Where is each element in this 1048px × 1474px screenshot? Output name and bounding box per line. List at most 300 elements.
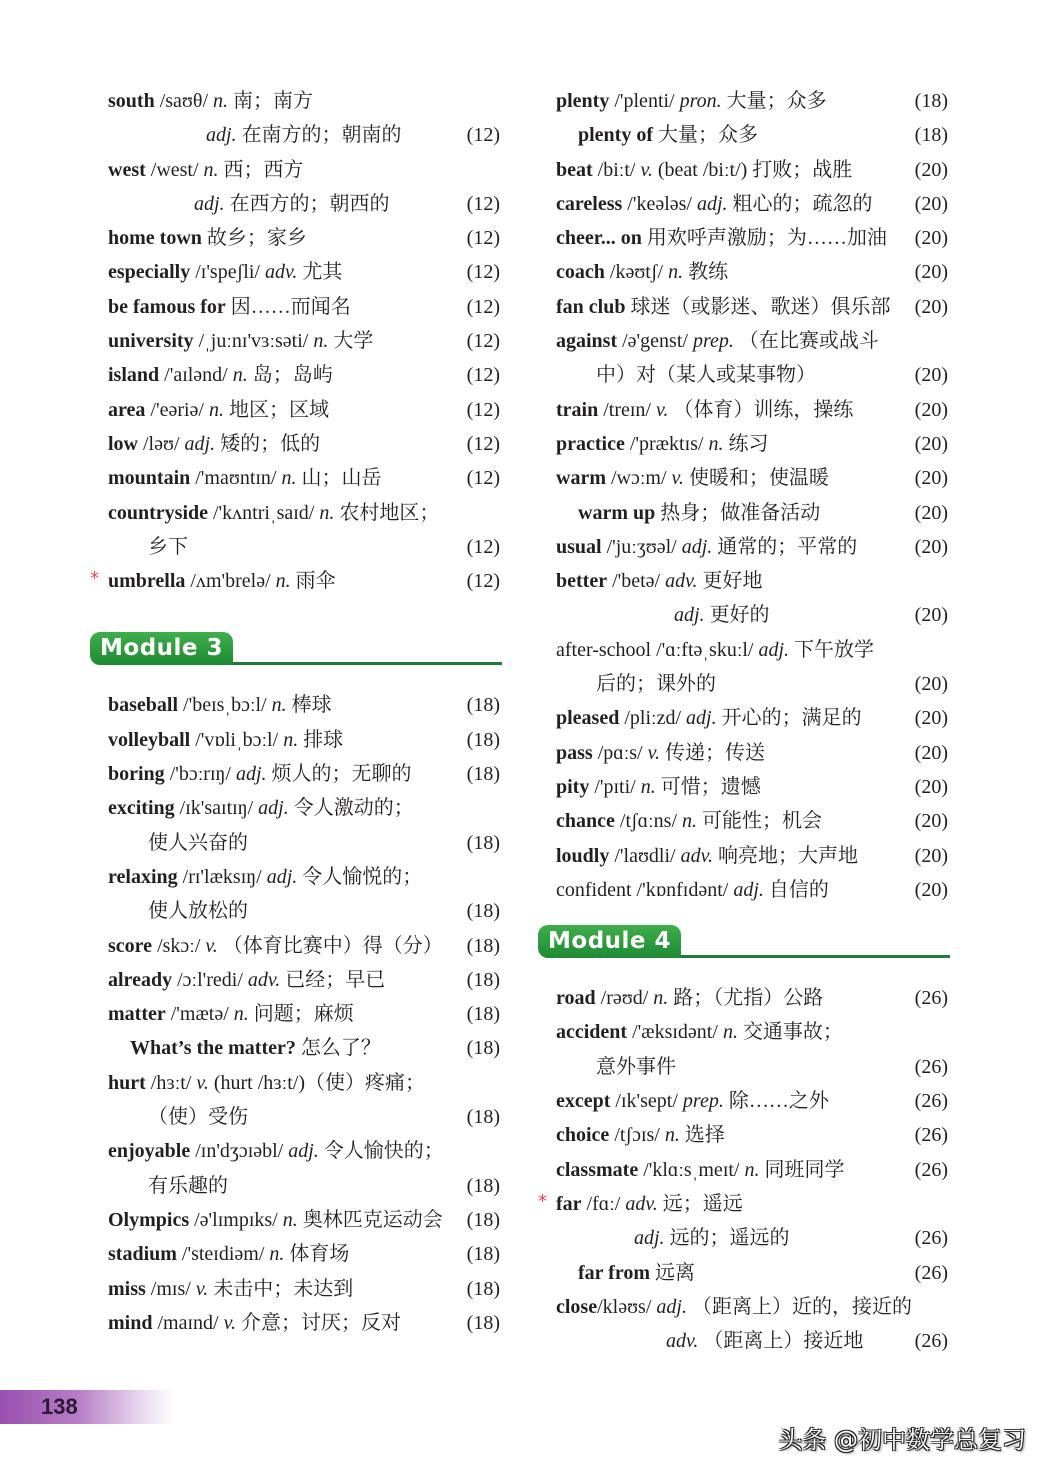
definition: 有乐趣的: [148, 1174, 228, 1197]
vocab-entry: [556, 736, 948, 770]
vocab-entry: [556, 427, 948, 461]
vocab-word: usual: [556, 535, 602, 558]
module-3-header: [100, 620, 500, 688]
definition: 交通事故；: [742, 1021, 843, 1044]
definition: 球迷（或影迷、歌迷）俱乐部: [630, 295, 891, 318]
vocab-entry: [108, 1306, 500, 1340]
page-ref: (20): [914, 295, 948, 318]
definition: 传递；传送: [665, 741, 766, 764]
definition: 用欢呼声激励；为……加油: [646, 227, 887, 250]
part-of-speech: n.: [213, 90, 229, 112]
vocab-entry-continuation: [556, 1050, 948, 1084]
vocab-word: practice: [556, 432, 625, 455]
vocab-word: plenty: [556, 90, 610, 112]
vocab-entry: [556, 1153, 948, 1187]
vocab-entry-continuation: [108, 1169, 500, 1203]
definition: 更好地: [702, 570, 763, 593]
vocab-entry: [556, 118, 948, 152]
definition: 农村地区；: [339, 501, 440, 524]
module-badge: Module 3: [90, 632, 233, 665]
definition: 排球: [303, 728, 344, 751]
page-number-bar: [0, 1390, 175, 1424]
page-ref: (12): [466, 330, 500, 353]
phonetic: /kləʊs/: [597, 1295, 652, 1318]
definition: 除……之外: [728, 1090, 829, 1113]
vocab-entry: [108, 324, 500, 358]
phonetic: /ɪk'sept/: [615, 1090, 678, 1113]
vocab-phrase: fan club: [556, 295, 626, 318]
page-ref: (20): [914, 741, 948, 764]
vocab-entry: [556, 873, 948, 907]
part-of-speech: adj.: [696, 192, 728, 215]
page-ref: (18): [466, 831, 500, 854]
phonetic: /'beɪsˌbɔːl/: [183, 694, 267, 717]
definition: 大学: [333, 330, 374, 353]
definition: 下午放学: [794, 638, 875, 661]
phonetic: /'juːʒʊəl/: [606, 535, 677, 558]
part-of-speech: n.: [653, 987, 669, 1010]
phonetic: /fɑː/: [586, 1192, 621, 1215]
vocab-word: road: [556, 987, 596, 1010]
watermark: 头条 @初中数学总复习: [778, 1426, 1026, 1454]
definition: 山；山岳: [301, 467, 382, 490]
definition: 粗心的；疏忽的: [732, 192, 873, 215]
vocab-entry: [108, 358, 500, 392]
vocab-entry: [556, 221, 948, 255]
phonetic: /'pɪti/: [594, 775, 636, 798]
definition: 令人激动的；: [293, 797, 414, 820]
vocab-word: chance: [556, 810, 615, 833]
vocab-word: close: [556, 1295, 598, 1318]
page-ref: (18): [466, 1311, 500, 1334]
vocab-entry: [556, 530, 948, 564]
part-of-speech: n.: [208, 398, 224, 421]
vocab-word: university: [108, 330, 194, 353]
phonetic: /'maʊntɪn/: [195, 467, 277, 490]
phonetic: /'aɪlənd/: [164, 364, 228, 387]
part-of-speech: adj.: [258, 797, 289, 820]
right-column: [538, 84, 948, 1358]
page-ref: (12): [466, 227, 500, 250]
definition: 大量；众多: [658, 124, 758, 147]
part-of-speech: n.: [271, 694, 287, 717]
vocab-entry: [556, 1015, 948, 1049]
page-ref: (18): [466, 934, 500, 957]
vocab-entry: [108, 1203, 500, 1237]
vocab-entry: [108, 496, 500, 530]
part-of-speech: adv.: [264, 261, 298, 284]
vocab-word: volleyball: [108, 728, 191, 751]
page-ref: (18): [466, 1003, 500, 1026]
phonetic: /hɜːt/: [150, 1071, 192, 1094]
definition: 意外事件: [596, 1055, 676, 1078]
vocab-word: confident: [556, 878, 632, 901]
vocab-word: enjoyable: [108, 1140, 191, 1163]
part-of-speech: adj.: [674, 604, 705, 627]
vocab-phrase: warm up: [578, 501, 656, 524]
vocab-entry: [108, 255, 500, 289]
definition: 使人兴奋的: [148, 831, 248, 854]
phonetic: /rɪ'læksɪŋ/: [182, 865, 262, 888]
part-of-speech: v.: [647, 741, 661, 764]
vocab-entry: [108, 84, 500, 118]
vocab-entry-continuation: [108, 1100, 500, 1134]
vocab-entry: [556, 255, 948, 289]
vocab-entry: [556, 839, 948, 873]
part-of-speech: adv.: [247, 968, 281, 991]
part-of-speech: adj.: [681, 535, 713, 558]
vocab-entry: [108, 1066, 500, 1100]
vocab-word: island: [108, 364, 160, 387]
definition: 可能性；机会: [702, 810, 823, 833]
vocab-entry: [108, 221, 500, 255]
definition: （体育比赛中）得（分）: [222, 934, 443, 957]
vocab-entry-continuation: [556, 1221, 948, 1255]
vocab-entry: [108, 1237, 500, 1271]
page-ref: (18): [914, 90, 948, 112]
vocab-entry: [556, 84, 948, 118]
vocab-word: far: [556, 1192, 582, 1215]
phonetic: /'ɑːftəˌskuːl/: [656, 638, 754, 661]
vocab-word: pass: [556, 741, 593, 764]
page-ref: (20): [914, 432, 948, 455]
vocab-entry-continuation: [556, 667, 948, 701]
phonetic: /saʊθ/: [159, 90, 209, 112]
page-ref: (20): [914, 364, 948, 387]
page-ref: (12): [466, 535, 500, 558]
vocab-entry: [90, 564, 500, 598]
vocab-entry: [556, 290, 948, 324]
vocab-entry: [556, 770, 948, 804]
vocab-word: especially: [108, 261, 191, 284]
definition: 体育场: [289, 1243, 350, 1266]
definition: (hurt /hɜːt/)（使）疼痛；: [213, 1071, 425, 1094]
definition: 因……而闻名: [230, 295, 351, 318]
vocab-entry-continuation: [108, 894, 500, 928]
page-ref: (12): [466, 364, 500, 387]
page-ref: (18): [466, 1277, 500, 1300]
phonetic: /ə'genst/: [622, 330, 688, 353]
page-ref: (26): [914, 1055, 948, 1078]
definition: 远离: [655, 1261, 696, 1284]
page-ref: (18): [466, 1243, 500, 1266]
part-of-speech: adj.: [634, 1227, 665, 1250]
definition: 令人愉快的；: [323, 1140, 444, 1163]
vocab-word: accident: [556, 1021, 628, 1044]
part-of-speech: v.: [223, 1311, 236, 1334]
definition: 可惜；遗憾: [660, 775, 761, 798]
definition: 西；西方: [223, 158, 304, 181]
page-ref: (18): [466, 968, 500, 991]
vocab-entry: [108, 461, 500, 495]
vocab-entry: [556, 187, 948, 221]
page-ref: (20): [914, 535, 948, 558]
page-ref: (20): [914, 878, 948, 901]
part-of-speech: n.: [744, 1158, 760, 1181]
definition: 中）对（某人或某事物）: [596, 364, 816, 387]
vocab-entry: [556, 153, 948, 187]
vocab-phrase: far from: [578, 1261, 651, 1284]
vocab-entry: [108, 153, 500, 187]
phonetic: /ləʊ/: [143, 432, 180, 455]
page-ref: (20): [914, 810, 948, 833]
part-of-speech: adv.: [666, 1330, 699, 1353]
part-of-speech: adj.: [194, 192, 225, 215]
definition: 在西方的；朝西的: [229, 192, 390, 215]
phonetic: /'betə/: [612, 570, 661, 593]
vocab-word: loudly: [556, 844, 610, 867]
page-ref: (18): [466, 1106, 500, 1129]
vocab-word: stadium: [108, 1243, 177, 1266]
phonetic: /kəʊtʃ/: [609, 261, 664, 284]
part-of-speech: n.: [282, 1208, 298, 1231]
definition: 雨伞: [295, 570, 336, 593]
definition: 练习: [728, 432, 769, 455]
phonetic: /wɔːm/: [610, 467, 667, 490]
page-ref: (20): [914, 501, 948, 524]
part-of-speech: adj.: [758, 638, 790, 661]
part-of-speech: n.: [275, 570, 291, 593]
page-ref: (20): [914, 467, 948, 490]
part-of-speech: n.: [668, 261, 684, 284]
vocab-word: exciting: [108, 797, 175, 820]
definition: 岛；岛屿: [252, 364, 333, 387]
part-of-speech: n.: [232, 364, 248, 387]
part-of-speech: v.: [640, 158, 653, 181]
page-ref: (26): [914, 1124, 948, 1147]
page-ref: (18): [466, 1037, 500, 1060]
vocab-word: hurt: [108, 1071, 146, 1094]
phonetic: /'bɔːrɪŋ/: [169, 763, 231, 786]
part-of-speech: n.: [203, 158, 219, 181]
definition: (beat /biːt/) 打败；战胜: [657, 158, 853, 181]
phonetic: /biːt/: [597, 158, 636, 181]
phonetic: /'æksɪdənt/: [632, 1021, 718, 1044]
page-ref: (26): [914, 1330, 948, 1353]
part-of-speech: adj.: [686, 707, 717, 730]
vocab-entry-continuation: [556, 358, 948, 392]
phonetic: /ɪ'speʃli/: [195, 261, 260, 284]
page-ref: (18): [466, 900, 500, 923]
part-of-speech: v.: [655, 398, 669, 421]
definition: 开心的；满足的: [721, 707, 862, 730]
vocab-entry: [108, 427, 500, 461]
definition: （距离上）接近地: [703, 1330, 864, 1353]
page-ref: (12): [466, 570, 500, 593]
vocab-word: umbrella: [108, 570, 186, 593]
page-ref: (12): [466, 398, 500, 421]
definition: 更好的: [709, 604, 770, 627]
vocab-word: mountain: [108, 467, 191, 490]
vocab-entry: [556, 1118, 948, 1152]
vocab-word: against: [556, 330, 618, 353]
part-of-speech: adj.: [733, 878, 764, 901]
vocab-entry-continuation: [108, 530, 500, 564]
vocab-entry: [556, 461, 948, 495]
page-ref: (18): [466, 763, 500, 786]
vocab-word: coach: [556, 261, 605, 284]
phonetic: /tʃɑːns/: [619, 810, 678, 833]
vocab-entry: [538, 1187, 948, 1221]
vocab-word: miss: [108, 1277, 146, 1300]
part-of-speech: adj.: [235, 763, 267, 786]
vocab-entry: [556, 633, 948, 667]
part-of-speech: n.: [708, 432, 724, 455]
page-ref: (20): [914, 707, 948, 730]
definition: 远；遥远: [662, 1192, 743, 1215]
part-of-speech: n.: [640, 775, 656, 798]
page-ref: (26): [914, 1227, 948, 1250]
definition: 响亮地；大声地: [718, 844, 859, 867]
definition: 在南方的；朝南的: [241, 124, 402, 147]
part-of-speech: n.: [319, 501, 335, 524]
vocab-entry: [108, 290, 500, 324]
definition: 故乡；家乡: [206, 227, 307, 250]
vocab-entry-continuation: [108, 118, 500, 152]
page-ref: (18): [466, 1208, 500, 1231]
page-ref: (12): [466, 261, 500, 284]
page-ref: (18): [914, 124, 948, 147]
vocab-entry: [108, 393, 500, 427]
definition: （使）受伤: [148, 1106, 248, 1129]
phonetic: /west/: [150, 158, 199, 181]
vocab-phrase: cheer... on: [556, 227, 642, 250]
page-ref: (26): [914, 1090, 948, 1113]
part-of-speech: prep.: [682, 1090, 724, 1113]
part-of-speech: n.: [269, 1243, 285, 1266]
vocab-entry: [108, 860, 500, 894]
module-badge: Module 4: [538, 925, 681, 958]
page-ref: (12): [466, 192, 500, 215]
part-of-speech: adv.: [665, 570, 698, 593]
vocab-word: Olympics: [108, 1208, 190, 1231]
definition: （体育）训练，操练: [673, 398, 854, 421]
phonetic: /'klɑːsˌmeɪt/: [643, 1158, 740, 1181]
part-of-speech: n.: [313, 330, 329, 353]
vocab-entry: [556, 981, 948, 1015]
vocab-word: relaxing: [108, 865, 178, 888]
definition: 已经；早已: [285, 968, 386, 991]
phonetic: /'eəriə/: [150, 398, 204, 421]
vocab-word: pleased: [556, 707, 620, 730]
vocab-entry-continuation: [108, 826, 500, 860]
phonetic: /'vɒliˌbɔːl/: [195, 728, 279, 751]
vocab-word: better: [556, 570, 608, 593]
part-of-speech: v.: [205, 934, 218, 957]
vocab-entry-continuation: [556, 598, 948, 632]
page-ref: (18): [466, 728, 500, 751]
phonetic: /ɪn'dʒɔɪəbl/: [195, 1140, 284, 1163]
vocab-word: classmate: [556, 1158, 639, 1181]
part-of-speech: adj.: [184, 432, 216, 455]
page-ref: (26): [914, 1158, 948, 1181]
part-of-speech: v.: [196, 1071, 209, 1094]
vocab-entry: [556, 1290, 948, 1324]
definition: 南；南方: [233, 90, 314, 112]
definition: （距离上）近的，接近的: [691, 1295, 912, 1318]
part-of-speech: adj.: [266, 865, 298, 888]
definition: 问题；麻烦: [253, 1003, 354, 1026]
page-ref: (12): [466, 124, 500, 147]
vocab-entry: [108, 757, 500, 791]
vocab-entry: [556, 1084, 948, 1118]
page-ref: (20): [914, 227, 948, 250]
part-of-speech: pron.: [679, 90, 722, 112]
phonetic: /rəʊd/: [600, 987, 649, 1010]
star-marker-icon: *: [538, 1190, 547, 1212]
definition: 烦人的；无聊的: [271, 763, 412, 786]
vocab-word: already: [108, 968, 173, 991]
vocab-entry: [556, 701, 948, 735]
module-divider: [208, 662, 502, 665]
part-of-speech: adv.: [625, 1192, 658, 1215]
vocab-word: warm: [556, 467, 606, 490]
phonetic: /ə'lɪmpɪks/: [194, 1208, 278, 1231]
vocab-entry: [108, 1134, 500, 1168]
phonetic: /'laʊdli/: [614, 844, 676, 867]
definition: 地区；区域: [228, 398, 329, 421]
vocab-entry: [108, 963, 500, 997]
definition: 自信的: [768, 878, 829, 901]
vocab-phrase: home town: [108, 227, 202, 250]
vocab-entry: [556, 393, 948, 427]
definition: 使暖和；使温暖: [688, 467, 829, 490]
definition: 同班同学: [764, 1158, 845, 1181]
part-of-speech: adj.: [206, 124, 237, 147]
definition: 矮的；低的: [220, 432, 321, 455]
definition: 未击中；未达到: [213, 1277, 354, 1300]
vocab-word: south: [108, 90, 155, 112]
vocab-entry: [108, 688, 500, 722]
vocab-entry: [108, 929, 500, 963]
part-of-speech: v.: [195, 1277, 209, 1300]
star-marker-icon: *: [90, 568, 99, 590]
part-of-speech: n.: [664, 1124, 680, 1147]
vocab-entry: [108, 1031, 500, 1065]
part-of-speech: adj.: [288, 1140, 319, 1163]
page-ref: (26): [914, 1261, 948, 1284]
page-ref: (20): [914, 673, 948, 696]
phonetic: /ɔːl'redi/: [177, 968, 243, 991]
vocab-phrase: be famous for: [108, 295, 226, 318]
vocab-word: area: [108, 398, 146, 421]
definition: 介意；讨厌；反对: [240, 1311, 401, 1334]
vocab-word: matter: [108, 1003, 166, 1026]
vocab-phrase: plenty of: [578, 124, 653, 147]
page-number: 138: [41, 1394, 78, 1419]
page-ref: (18): [466, 1174, 500, 1197]
vocab-word: pity: [556, 775, 590, 798]
vocab-word: careless: [556, 192, 623, 215]
definition: 选择: [684, 1124, 725, 1147]
phonetic: /'mætə/: [170, 1003, 229, 1026]
page-ref: (18): [466, 694, 500, 717]
vocab-phrase: What’s the matter?: [130, 1037, 296, 1060]
phonetic: /ɪk'saɪtɪŋ/: [179, 797, 254, 820]
part-of-speech: prep.: [692, 330, 734, 353]
definition: 后的；课外的: [596, 673, 716, 696]
definition: 棒球: [291, 694, 332, 717]
part-of-speech: n.: [682, 810, 698, 833]
phonetic: /'kɒnfɪdənt/: [636, 878, 729, 901]
phonetic: /maɪnd/: [157, 1311, 219, 1334]
page-ref: (12): [466, 467, 500, 490]
part-of-speech: n.: [233, 1003, 249, 1026]
vocab-word: low: [108, 432, 138, 455]
vocab-word: countryside: [108, 501, 208, 524]
page-ref: (26): [914, 987, 948, 1010]
part-of-speech: adv.: [680, 844, 714, 867]
